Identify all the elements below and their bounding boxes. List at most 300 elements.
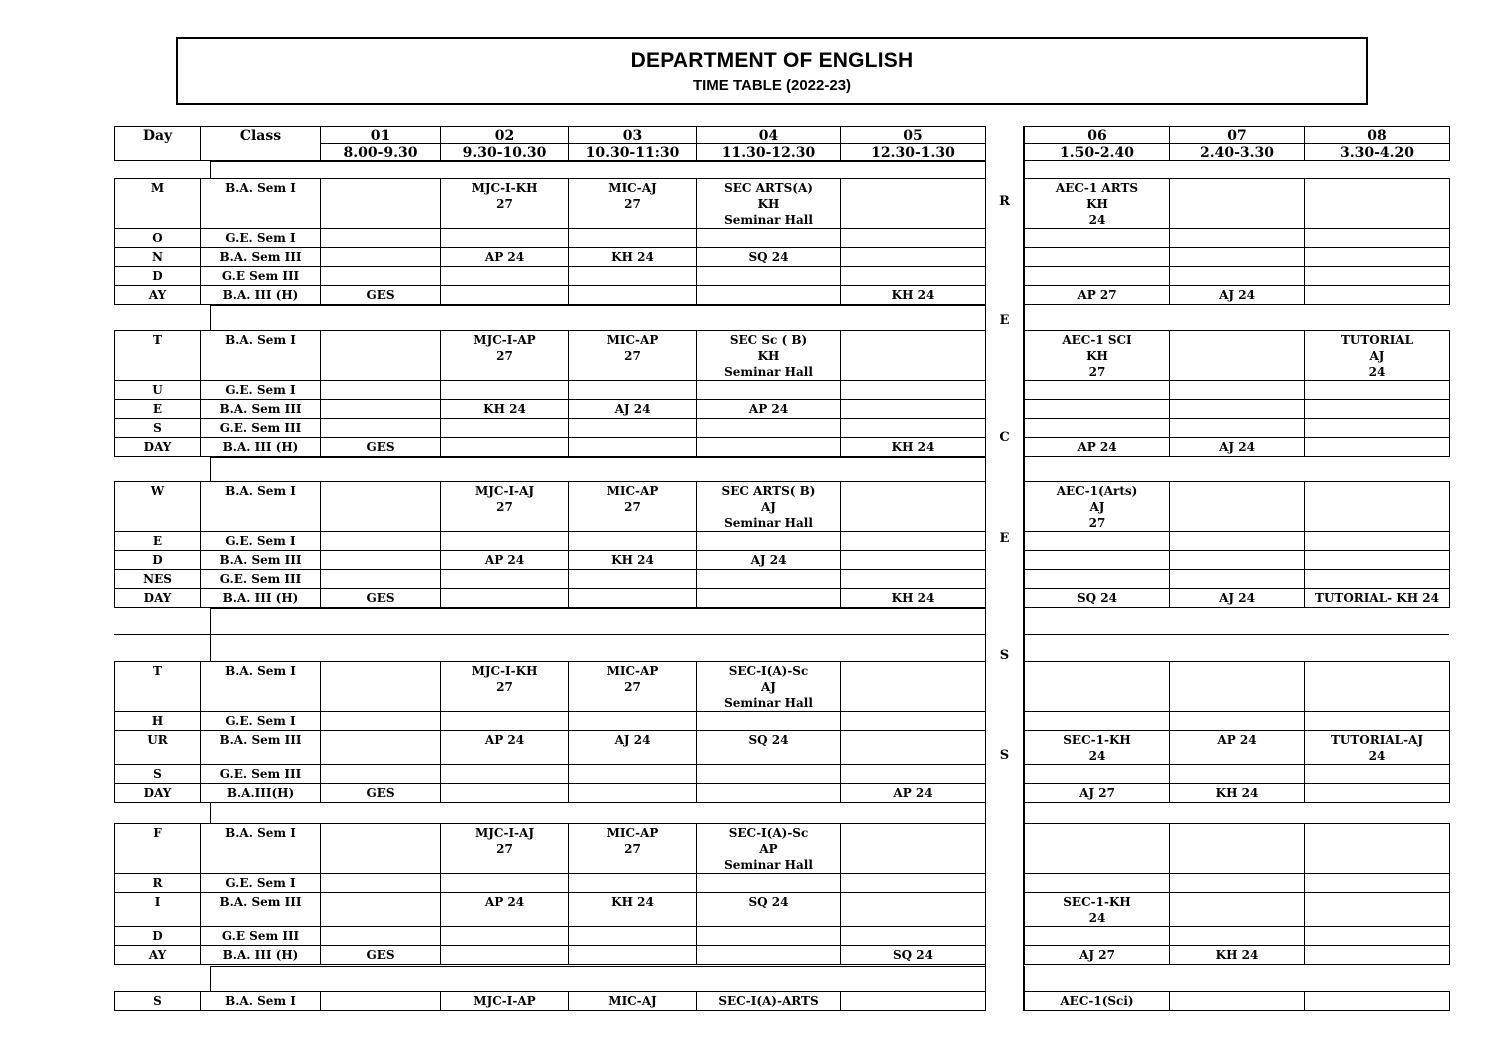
slot-cell: AP 24	[840, 783, 986, 803]
slot-cell	[1304, 418, 1450, 438]
slot-cell	[1169, 418, 1305, 438]
slot-cell	[568, 783, 697, 803]
slot-cell	[696, 873, 841, 893]
period-number: 02	[440, 126, 569, 144]
slot-cell: MIC-AP 27	[568, 823, 697, 874]
slot-cell: GES	[320, 285, 441, 305]
slot-cell: TUTORIAL-AJ 24	[1304, 730, 1450, 765]
slot-cell: KH 24	[568, 550, 697, 570]
slot-cell	[1169, 569, 1305, 589]
day-cell: O	[114, 228, 201, 248]
class-cell: G.E. Sem III	[200, 418, 321, 438]
slot-cell	[840, 418, 986, 438]
day-cell: R	[114, 873, 201, 893]
class-cell: B.A. III (H)	[200, 588, 321, 608]
slot-cell	[1304, 178, 1450, 229]
slot-cell	[440, 531, 569, 551]
slot-cell: SEC-I(A)-Sc AJ Seminar Hall	[696, 661, 841, 712]
slot-cell	[320, 178, 441, 229]
period-time: 9.30-10.30	[440, 143, 569, 161]
slot-cell	[568, 266, 697, 286]
class-cell: B.A.III(H)	[200, 783, 321, 803]
slot-cell	[840, 228, 986, 248]
slot-cell	[320, 661, 441, 712]
class-cell: B.A. III (H)	[200, 945, 321, 965]
slot-cell	[840, 823, 986, 874]
slot-cell	[440, 783, 569, 803]
class-cell: G.E. Sem I	[200, 531, 321, 551]
slot-cell	[1169, 926, 1305, 946]
slot-cell: MJC-I-KH 27	[440, 661, 569, 712]
slot-cell: MJC-I-AJ 27	[440, 481, 569, 532]
day-header: Day	[114, 126, 201, 161]
separator-line	[1024, 802, 1025, 823]
slot-cell	[1169, 991, 1305, 1011]
slot-cell	[1169, 178, 1305, 229]
period-number: 07	[1169, 126, 1305, 144]
day-cell: S	[114, 764, 201, 784]
recess-letter: S	[999, 648, 1010, 663]
slot-cell: KH 24	[840, 437, 986, 457]
day-cell: E	[114, 531, 201, 551]
header-box	[176, 37, 1368, 105]
slot-cell: MJC-I-AP	[440, 991, 569, 1011]
slot-cell	[1024, 569, 1170, 589]
day-cell: DAY	[114, 588, 201, 608]
slot-cell: KH 24	[440, 399, 569, 419]
slot-cell	[1169, 380, 1305, 400]
day-cell: T	[114, 661, 201, 712]
slot-cell	[320, 711, 441, 731]
recess-letter: E	[999, 313, 1010, 328]
slot-cell	[1304, 531, 1450, 551]
slot-cell	[1024, 661, 1170, 712]
day-cell: DAY	[114, 783, 201, 803]
day-cell: D	[114, 266, 201, 286]
day-cell: AY	[114, 945, 201, 965]
day-cell: D	[114, 926, 201, 946]
slot-cell	[696, 764, 841, 784]
separator-line	[210, 966, 985, 967]
slot-cell: SEC-I(A)-Sc AP Seminar Hall	[696, 823, 841, 874]
slot-cell	[840, 764, 986, 784]
page-subtitle: TIME TABLE (2022-23)	[692, 77, 852, 94]
slot-cell: AJ 24	[1169, 437, 1305, 457]
day-cell: D	[114, 550, 201, 570]
separator-line	[210, 457, 211, 481]
slot-cell	[1304, 285, 1450, 305]
slot-cell	[1169, 481, 1305, 532]
slot-cell: KH 24	[840, 588, 986, 608]
period-time: 1.50-2.40	[1024, 143, 1170, 161]
slot-cell	[320, 823, 441, 874]
slot-cell	[440, 926, 569, 946]
period-time: 2.40-3.30	[1169, 143, 1305, 161]
day-cell: DAY	[114, 437, 201, 457]
slot-cell	[1304, 569, 1450, 589]
day-cell: M	[114, 178, 201, 229]
slot-cell	[1169, 550, 1305, 570]
slot-cell	[1024, 823, 1170, 874]
slot-cell	[696, 588, 841, 608]
slot-cell	[840, 730, 986, 765]
slot-cell	[1304, 991, 1450, 1011]
slot-cell: GES	[320, 437, 441, 457]
slot-cell	[440, 588, 569, 608]
slot-cell: AJ 24	[696, 550, 841, 570]
recess-letter: S	[999, 748, 1010, 763]
period-number: 01	[320, 126, 441, 144]
period-time: 10.30-11:30	[568, 143, 697, 161]
slot-cell	[440, 285, 569, 305]
slot-cell	[568, 228, 697, 248]
slot-cell	[320, 266, 441, 286]
slot-cell	[320, 247, 441, 267]
class-cell: B.A. III (H)	[200, 437, 321, 457]
slot-cell	[1304, 661, 1450, 712]
class-cell: B.A. Sem I	[200, 991, 321, 1011]
slot-cell	[1304, 783, 1450, 803]
period-number: 05	[840, 126, 986, 144]
slot-cell	[320, 418, 441, 438]
slot-cell	[1169, 247, 1305, 267]
slot-cell	[568, 711, 697, 731]
recess-letter: E	[999, 531, 1010, 546]
slot-cell	[1169, 399, 1305, 419]
slot-cell	[696, 266, 841, 286]
class-cell: B.A. Sem I	[200, 330, 321, 381]
slot-cell: KH 24	[568, 247, 697, 267]
slot-cell	[696, 783, 841, 803]
slot-cell	[440, 380, 569, 400]
slot-cell	[568, 418, 697, 438]
class-cell: B.A. Sem III	[200, 550, 321, 570]
slot-cell	[1169, 661, 1305, 712]
slot-cell: SQ 24	[1024, 588, 1170, 608]
slot-cell	[840, 266, 986, 286]
slot-cell	[320, 380, 441, 400]
slot-cell	[840, 481, 986, 532]
slot-cell	[696, 531, 841, 551]
slot-cell: SEC Sc ( B) KH Seminar Hall	[696, 330, 841, 381]
class-cell: G.E. Sem I	[200, 228, 321, 248]
recess-column	[985, 126, 1024, 1011]
slot-cell	[320, 399, 441, 419]
slot-cell	[840, 569, 986, 589]
slot-cell	[320, 892, 441, 927]
slot-cell	[320, 228, 441, 248]
slot-cell	[440, 266, 569, 286]
slot-cell	[696, 926, 841, 946]
slot-cell	[320, 531, 441, 551]
slot-cell	[320, 764, 441, 784]
slot-cell: AJ 24	[1169, 285, 1305, 305]
slot-cell: AEC-1(Arts) AJ 27	[1024, 481, 1170, 532]
slot-cell	[840, 178, 986, 229]
slot-cell	[1024, 247, 1170, 267]
slot-cell	[1169, 711, 1305, 731]
slot-cell: AEC-1 ARTS KH 24	[1024, 178, 1170, 229]
slot-cell	[840, 926, 986, 946]
slot-cell	[440, 764, 569, 784]
slot-cell	[1169, 764, 1305, 784]
slot-cell	[320, 730, 441, 765]
day-cell: U	[114, 380, 201, 400]
slot-cell	[1304, 892, 1450, 927]
separator-line	[210, 966, 211, 991]
slot-cell	[1169, 266, 1305, 286]
slot-cell	[1169, 330, 1305, 381]
class-cell: B.A. Sem I	[200, 178, 321, 229]
slot-cell	[840, 247, 986, 267]
slot-cell	[696, 437, 841, 457]
separator-line	[210, 457, 985, 458]
slot-cell: SEC-1-KH 24	[1024, 730, 1170, 765]
slot-cell: AP 24	[696, 399, 841, 419]
slot-cell	[1304, 437, 1450, 457]
period-time: 3.30-4.20	[1304, 143, 1450, 161]
slot-cell	[320, 330, 441, 381]
separator-line	[210, 161, 211, 178]
slot-cell: AP 24	[440, 550, 569, 570]
slot-cell	[568, 764, 697, 784]
slot-cell	[568, 569, 697, 589]
slot-cell	[320, 926, 441, 946]
slot-cell	[696, 380, 841, 400]
slot-cell	[568, 926, 697, 946]
slot-cell: MJC-I-AJ 27	[440, 823, 569, 874]
separator-line	[1024, 161, 1025, 178]
period-number: 06	[1024, 126, 1170, 144]
slot-cell	[1169, 823, 1305, 874]
class-cell: B.A. Sem I	[200, 481, 321, 532]
slot-cell	[1304, 764, 1450, 784]
slot-cell	[1024, 228, 1170, 248]
slot-cell: AP 24	[1169, 730, 1305, 765]
slot-cell	[1304, 823, 1450, 874]
day-cell: UR	[114, 730, 201, 765]
slot-cell	[440, 569, 569, 589]
separator-line	[1024, 966, 1025, 991]
slot-cell: SQ 24	[696, 247, 841, 267]
slot-cell	[1024, 711, 1170, 731]
day-cell: NES	[114, 569, 201, 589]
period-time: 8.00-9.30	[320, 143, 441, 161]
slot-cell	[696, 711, 841, 731]
class-cell: G.E. Sem III	[200, 764, 321, 784]
slot-cell: KH 24	[568, 892, 697, 927]
slot-cell: MJC-I-AP 27	[440, 330, 569, 381]
class-cell: B.A. Sem III	[200, 730, 321, 765]
slot-cell	[840, 711, 986, 731]
slot-cell	[1169, 873, 1305, 893]
separator-line	[210, 305, 211, 330]
slot-cell: MIC-AP 27	[568, 481, 697, 532]
slot-cell: AP 24	[1024, 437, 1170, 457]
slot-cell	[1024, 399, 1170, 419]
period-time: 12.30-1.30	[840, 143, 986, 161]
class-header: Class	[200, 126, 321, 161]
slot-cell	[840, 330, 986, 381]
slot-cell	[1304, 380, 1450, 400]
class-cell: G.E. Sem I	[200, 873, 321, 893]
slot-cell: AP 24	[440, 892, 569, 927]
day-cell: F	[114, 823, 201, 874]
slot-cell	[440, 437, 569, 457]
slot-cell	[1169, 531, 1305, 551]
slot-cell	[1169, 892, 1305, 927]
slot-cell	[1024, 926, 1170, 946]
day-cell: S	[114, 991, 201, 1011]
slot-cell	[1304, 399, 1450, 419]
recess-letter: R	[999, 194, 1010, 209]
slot-cell: SEC ARTS(A) KH Seminar Hall	[696, 178, 841, 229]
day-cell: S	[114, 418, 201, 438]
slot-cell: AJ 27	[1024, 783, 1170, 803]
slot-cell: SEC ARTS( B) AJ Seminar Hall	[696, 481, 841, 532]
slot-cell: GES	[320, 945, 441, 965]
separator-line	[210, 802, 985, 803]
class-cell: G.E. Sem I	[200, 711, 321, 731]
slot-cell	[440, 945, 569, 965]
slot-cell: KH 24	[1169, 945, 1305, 965]
period-time: 11.30-12.30	[696, 143, 841, 161]
class-cell: B.A. Sem III	[200, 892, 321, 927]
slot-cell	[696, 569, 841, 589]
page-title: DEPARTMENT OF ENGLISH	[630, 49, 914, 72]
slot-cell	[840, 661, 986, 712]
slot-cell	[320, 873, 441, 893]
slot-cell: KH 24	[840, 285, 986, 305]
separator-line	[1024, 634, 1449, 635]
slot-cell	[1304, 481, 1450, 532]
slot-cell	[1304, 711, 1450, 731]
slot-cell	[568, 945, 697, 965]
slot-cell: MIC-AJ 27	[568, 178, 697, 229]
slot-cell: SQ 24	[696, 892, 841, 927]
slot-cell	[320, 481, 441, 532]
slot-cell	[1024, 550, 1170, 570]
class-cell: B.A. Sem I	[200, 823, 321, 874]
slot-cell	[568, 873, 697, 893]
slot-cell: AP 24	[440, 247, 569, 267]
slot-cell	[320, 569, 441, 589]
slot-cell: TUTORIAL AJ 24	[1304, 330, 1450, 381]
slot-cell	[1024, 531, 1170, 551]
slot-cell: SEC-1-KH 24	[1024, 892, 1170, 927]
slot-cell	[440, 711, 569, 731]
slot-cell	[696, 228, 841, 248]
slot-cell: SQ 24	[840, 945, 986, 965]
slot-cell	[696, 945, 841, 965]
slot-cell	[320, 550, 441, 570]
slot-cell: AJ 27	[1024, 945, 1170, 965]
slot-cell	[1304, 873, 1450, 893]
slot-cell	[568, 285, 697, 305]
slot-cell	[440, 418, 569, 438]
slot-cell	[840, 399, 986, 419]
slot-cell: TUTORIAL- KH 24	[1304, 588, 1450, 608]
slot-cell	[1024, 764, 1170, 784]
slot-cell	[840, 991, 986, 1011]
slot-cell	[320, 991, 441, 1011]
separator-line	[210, 802, 211, 823]
day-cell: W	[114, 481, 201, 532]
slot-cell: GES	[320, 588, 441, 608]
slot-cell	[1304, 945, 1450, 965]
slot-cell	[440, 228, 569, 248]
slot-cell	[1024, 418, 1170, 438]
separator-line	[1024, 457, 1025, 481]
slot-cell: AJ 24	[568, 399, 697, 419]
day-cell: E	[114, 399, 201, 419]
separator-line	[210, 305, 985, 306]
day-cell: N	[114, 247, 201, 267]
separator-line	[114, 634, 985, 635]
separator-line	[210, 608, 985, 609]
class-cell: B.A. III (H)	[200, 285, 321, 305]
slot-cell: AJ 24	[1169, 588, 1305, 608]
slot-cell	[440, 873, 569, 893]
slot-cell	[840, 873, 986, 893]
class-cell: B.A. Sem I	[200, 661, 321, 712]
slot-cell: SQ 24	[696, 730, 841, 765]
slot-cell	[840, 892, 986, 927]
day-cell: H	[114, 711, 201, 731]
slot-cell	[568, 437, 697, 457]
slot-cell	[568, 380, 697, 400]
slot-cell	[1169, 228, 1305, 248]
slot-cell: AP 24	[440, 730, 569, 765]
slot-cell: KH 24	[1169, 783, 1305, 803]
slot-cell	[840, 380, 986, 400]
class-cell: G.E Sem III	[200, 266, 321, 286]
slot-cell: AEC-1 SCI KH 27	[1024, 330, 1170, 381]
class-cell: B.A. Sem III	[200, 247, 321, 267]
day-cell: AY	[114, 285, 201, 305]
slot-cell: AEC-1(Sci)	[1024, 991, 1170, 1011]
recess-letter: C	[999, 430, 1010, 445]
slot-cell	[1304, 247, 1450, 267]
slot-cell	[568, 531, 697, 551]
separator-line	[1024, 305, 1025, 330]
period-number: 04	[696, 126, 841, 144]
slot-cell	[568, 588, 697, 608]
slot-cell	[1024, 380, 1170, 400]
slot-cell: MIC-AP 27	[568, 661, 697, 712]
slot-cell	[1024, 266, 1170, 286]
day-cell: T	[114, 330, 201, 381]
slot-cell: MIC-AP 27	[568, 330, 697, 381]
slot-cell: MIC-AJ	[568, 991, 697, 1011]
slot-cell: SEC-I(A)-ARTS	[696, 991, 841, 1011]
slot-cell: MJC-I-KH 27	[440, 178, 569, 229]
class-cell: B.A. Sem III	[200, 399, 321, 419]
slot-cell	[1304, 926, 1450, 946]
slot-cell	[1304, 266, 1450, 286]
class-cell: G.E. Sem III	[200, 569, 321, 589]
slot-cell	[1304, 228, 1450, 248]
slot-cell: AJ 24	[568, 730, 697, 765]
slot-cell	[840, 550, 986, 570]
class-cell: G.E. Sem I	[200, 380, 321, 400]
slot-cell: GES	[320, 783, 441, 803]
slot-cell	[696, 285, 841, 305]
slot-cell	[1304, 550, 1450, 570]
slot-cell	[696, 418, 841, 438]
class-cell: G.E Sem III	[200, 926, 321, 946]
slot-cell	[1024, 873, 1170, 893]
